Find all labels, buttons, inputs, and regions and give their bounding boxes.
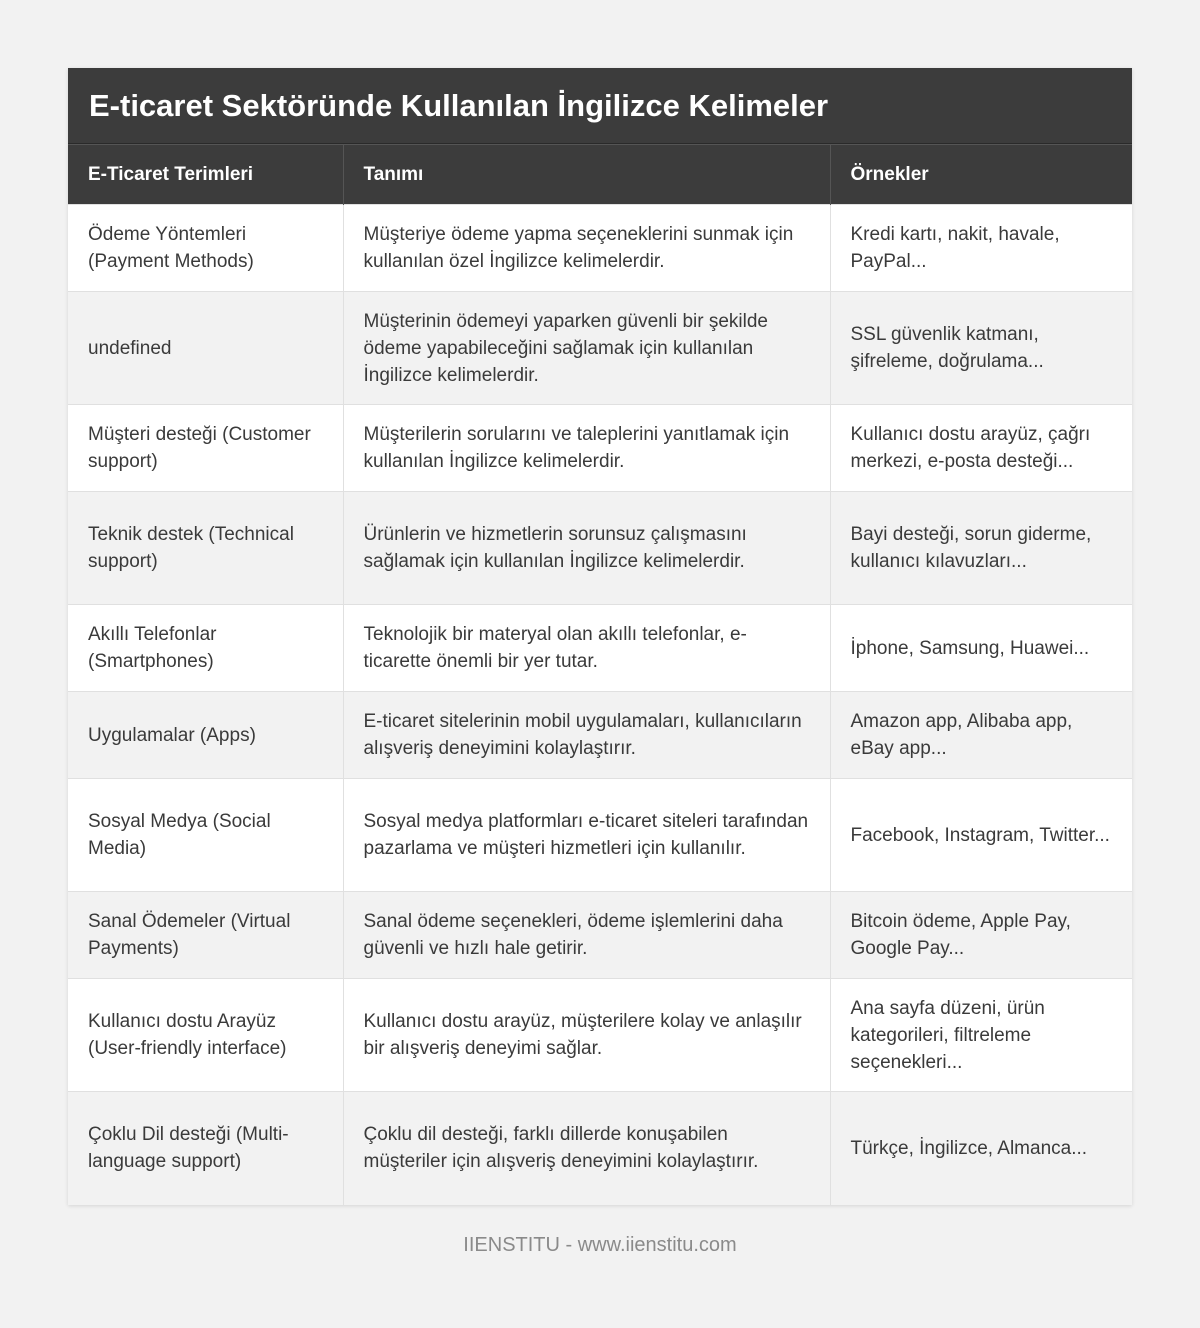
table-row	[68, 892, 1132, 979]
table-row	[68, 405, 1132, 492]
terms-table	[68, 144, 1132, 1205]
definition-cell: E-ticaret sitelerinin mobil uygulamaları, kullanıcıların alışveriş deneyimini kolaylaştırır.	[343, 692, 830, 779]
table-row	[68, 1092, 1132, 1205]
definition-cell: Sanal ödeme seçenekleri, ödeme işlemlerini daha güvenli ve hızlı hale getirir.	[343, 892, 830, 979]
definition-cell: Ürünlerin ve hizmetlerin sorunsuz çalışmasını sağlamak için kullanılan İngilizce kelimelerdir.	[343, 492, 830, 605]
term-cell: Sanal Ödemeler (Virtual Payments)	[68, 892, 343, 979]
definition-cell: Müşterinin ödemeyi yaparken güvenli bir şekilde ödeme yapabileceğini sağlamak için kullanılan İngilizce kelimelerdir.	[343, 292, 830, 405]
definition-cell: Sosyal medya platformları e-ticaret siteleri tarafından pazarlama ve müşteri hizmetleri için kullanılır.	[343, 779, 830, 892]
examples-cell: Facebook, Instagram, Twitter...	[830, 779, 1132, 892]
page-title: E-ticaret Sektöründe Kullanılan İngilizce Kelimeler	[68, 68, 1132, 144]
footer-credit: IIENSTITU - www.iienstitu.com	[463, 1234, 737, 1256]
examples-cell: Bayi desteği, sorun giderme, kullanıcı kılavuzları...	[830, 492, 1132, 605]
table-row	[68, 605, 1132, 692]
column-header-examples: Örnekler	[830, 145, 1132, 205]
term-cell: Çoklu Dil desteği (Multi-language support)	[68, 1092, 343, 1205]
term-cell: Teknik destek (Technical support)	[68, 492, 343, 605]
examples-cell: Kredi kartı, nakit, havale, PayPal...	[830, 205, 1132, 292]
table-row	[68, 292, 1132, 405]
definition-cell: Müşterilerin sorularını ve taleplerini yanıtlamak için kullanılan İngilizce kelimelerdir.	[343, 405, 830, 492]
definition-cell: Çoklu dil desteği, farklı dillerde konuşabilen müşteriler için alışveriş deneyimini kolaylaştırır.	[343, 1092, 830, 1205]
examples-cell: Amazon app, Alibaba app, eBay app...	[830, 692, 1132, 779]
examples-cell: SSL güvenlik katmanı, şifreleme, doğrulama...	[830, 292, 1132, 405]
table-header-row	[68, 145, 1132, 205]
term-cell: Akıllı Telefonlar (Smartphones)	[68, 605, 343, 692]
table-row	[68, 692, 1132, 779]
term-cell: Müşteri desteği (Customer support)	[68, 405, 343, 492]
examples-cell: Kullanıcı dostu arayüz, çağrı merkezi, e-posta desteği...	[830, 405, 1132, 492]
term-cell: undefined	[68, 292, 343, 405]
table-row	[68, 979, 1132, 1092]
examples-cell: İphone, Samsung, Huawei...	[830, 605, 1132, 692]
definition-cell: Teknolojik bir materyal olan akıllı telefonlar, e-ticarette önemli bir yer tutar.	[343, 605, 830, 692]
term-cell: Ödeme Yöntemleri (Payment Methods)	[68, 205, 343, 292]
term-cell: Sosyal Medya (Social Media)	[68, 779, 343, 892]
examples-cell: Bitcoin ödeme, Apple Pay, Google Pay...	[830, 892, 1132, 979]
examples-cell: Türkçe, İngilizce, Almanca...	[830, 1092, 1132, 1205]
table-row	[68, 492, 1132, 605]
term-cell: Kullanıcı dostu Arayüz (User-friendly interface)	[68, 979, 343, 1092]
term-cell: Uygulamalar (Apps)	[68, 692, 343, 779]
column-header-terms: E-Ticaret Terimleri	[68, 145, 343, 205]
definition-cell: Müşteriye ödeme yapma seçeneklerini sunmak için kullanılan özel İngilizce kelimelerdir.	[343, 205, 830, 292]
column-header-definition: Tanımı	[343, 145, 830, 205]
table-row	[68, 779, 1132, 892]
table-card	[68, 68, 1132, 1205]
definition-cell: Kullanıcı dostu arayüz, müşterilere kolay ve anlaşılır bir alışveriş deneyimi sağlar.	[343, 979, 830, 1092]
table-row	[68, 205, 1132, 292]
examples-cell: Ana sayfa düzeni, ürün kategorileri, filtreleme seçenekleri...	[830, 979, 1132, 1092]
